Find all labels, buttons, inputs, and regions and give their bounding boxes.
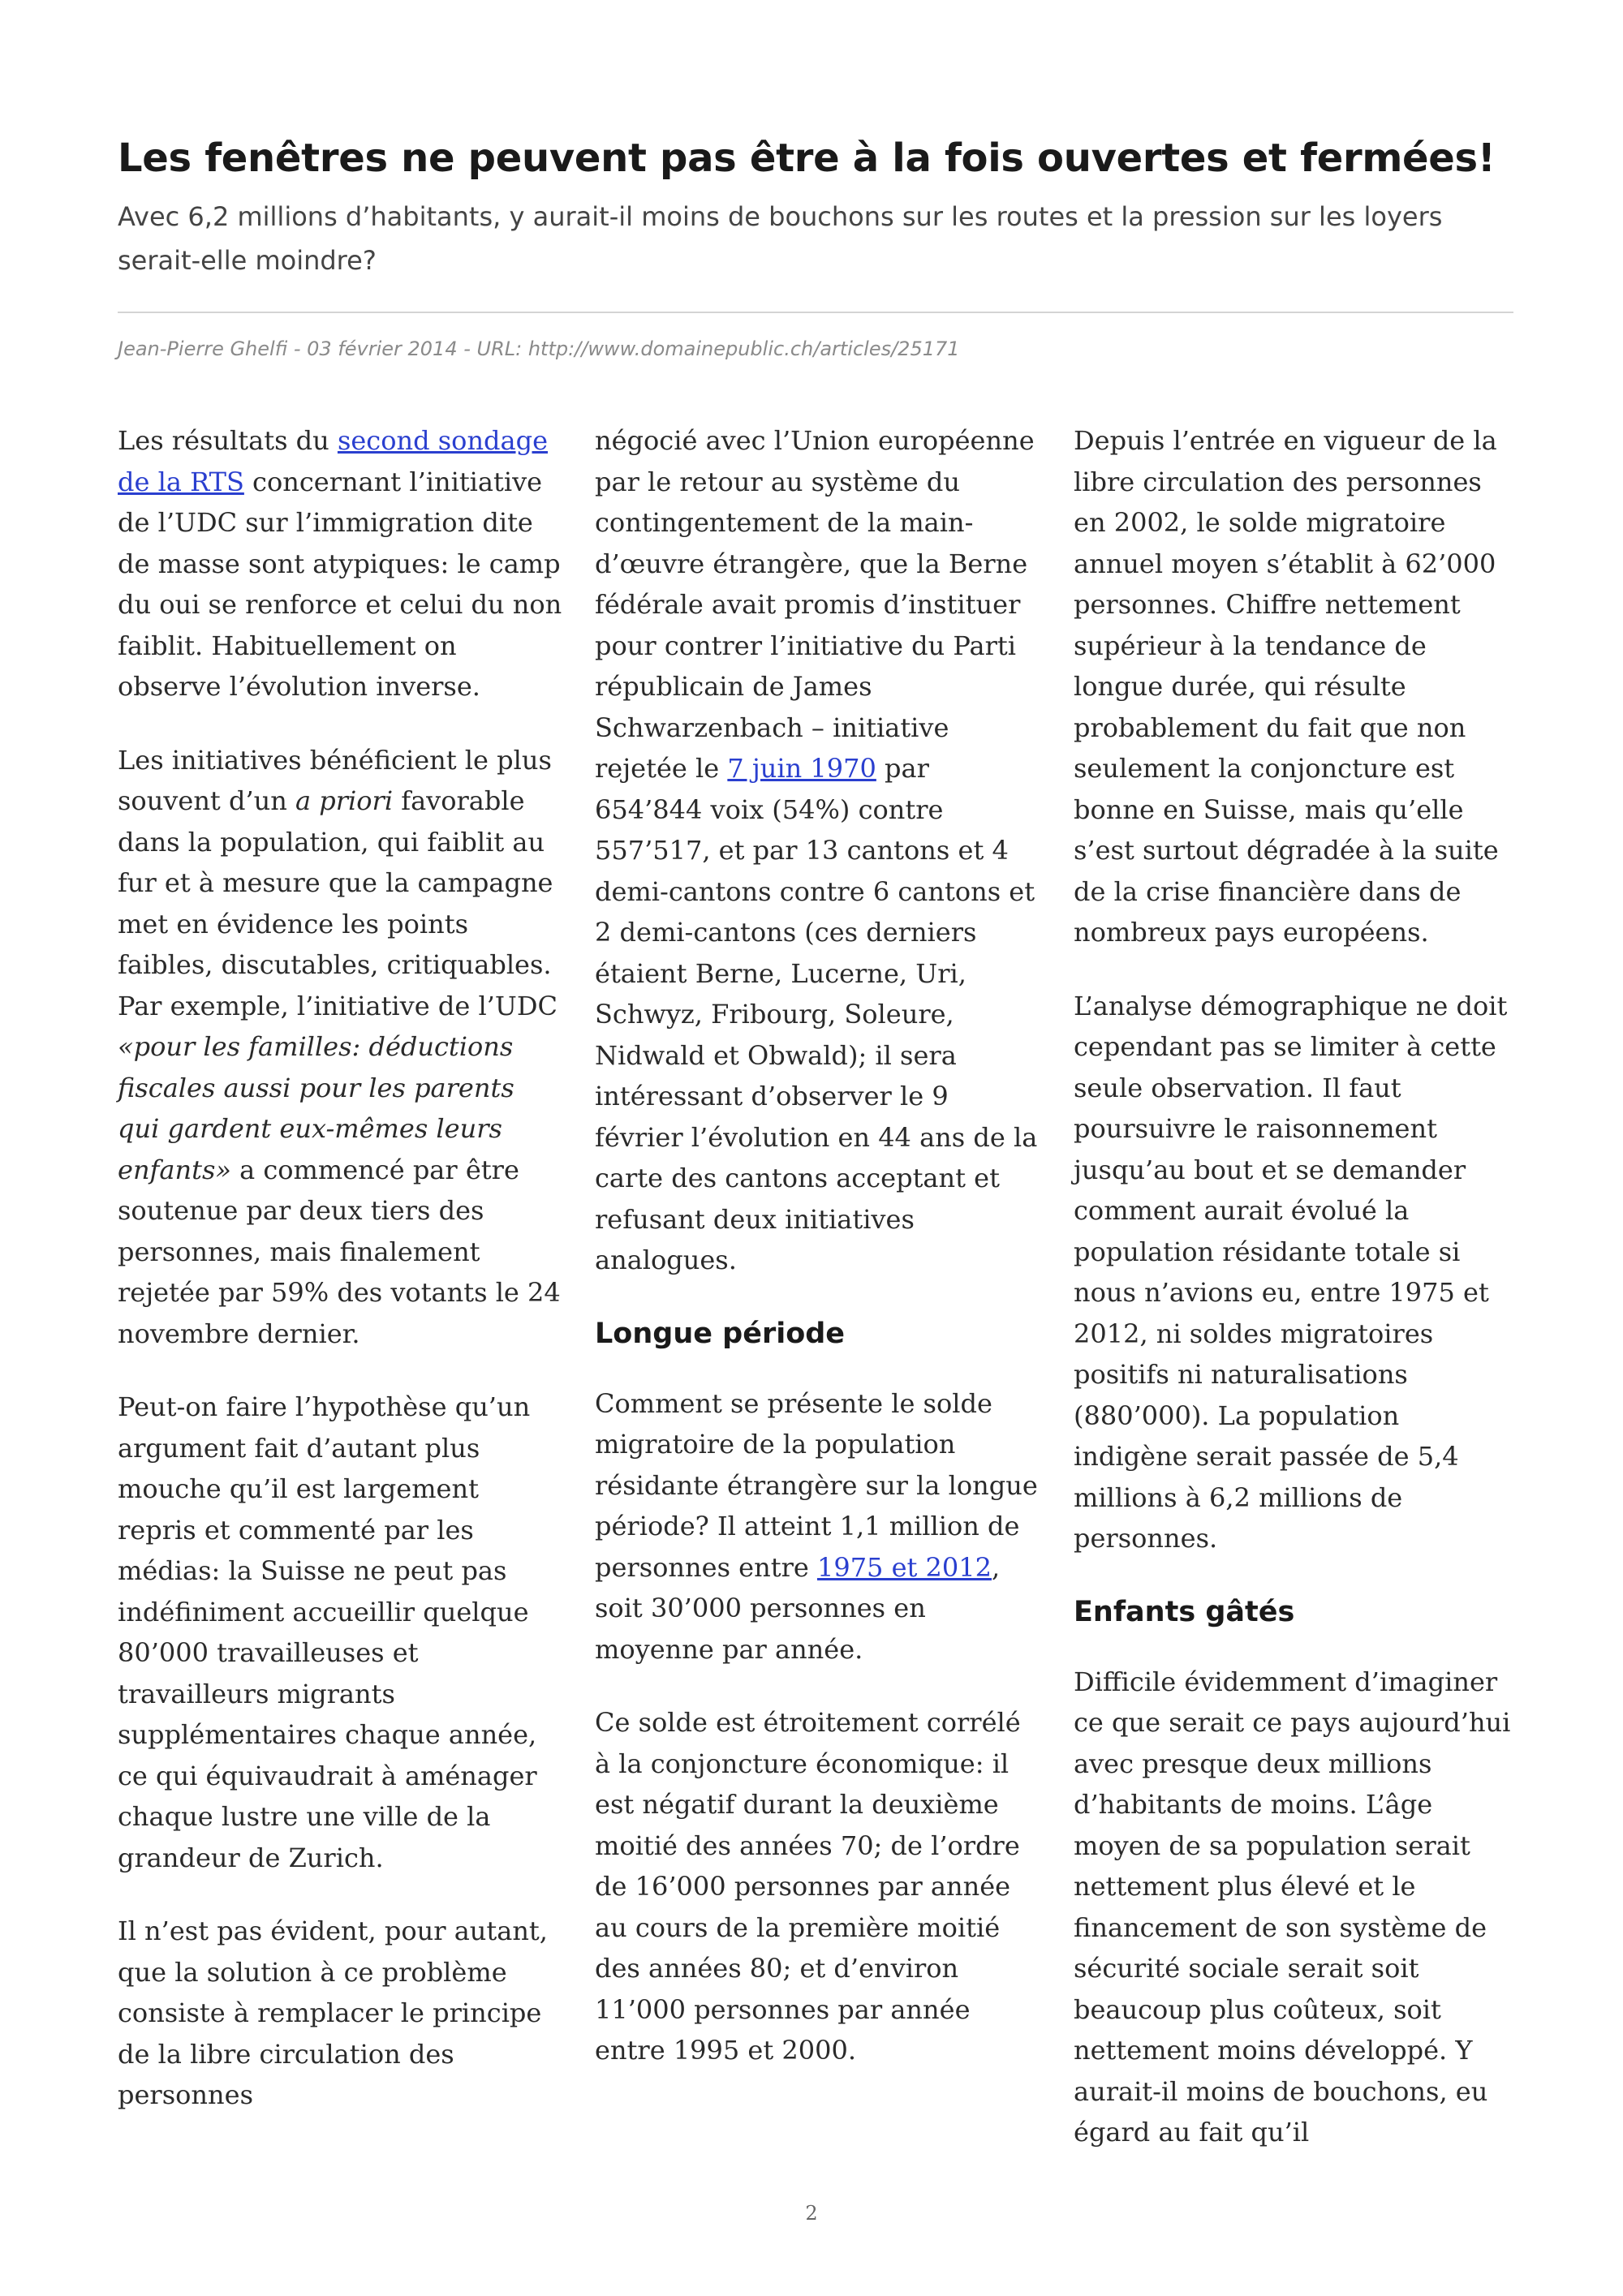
paragraph-text: par 654’844 voix (54%) contre 557’517, et par 13 cantons et 4 demi-cantons contre 6 cantons et 2 demi-cantons (ces derniers étaient Berne, Lucerne, Uri, Schwyz, Fribourg, Soleure, Nidwald et Obwald); il sera intéressant d’observer le 9 février l’évolution en 44 ans de la carte des cantons acceptant et refusant deux initiatives analogues. xyxy=(595,753,1038,1275)
paragraph-text: Les résultats du xyxy=(118,425,338,456)
emphasis-text: a priori xyxy=(295,785,394,816)
page-number: 2 xyxy=(805,2202,818,2225)
link-second-sondage-rts[interactable]: second sondage de la RTS xyxy=(118,425,549,497)
paragraph-text: concernant l’initiative de l’UDC sur l’immigration dite de masse sont atypiques: le camp du oui se renforce et celui du non faiblit. Habituellement on observe l’évolution inverse. xyxy=(118,466,562,702)
section-heading: Longue période xyxy=(595,1317,846,1350)
header-divider xyxy=(118,312,1513,313)
section-heading: Enfants gâtés xyxy=(1074,1595,1295,1628)
article-title: Les fenêtres ne peuvent pas être à la fois ouvertes et fermées! xyxy=(118,135,1496,181)
emphasis-text: «pour les familles: déductions fiscales aussi pour les parents qui gardent eux-mêmes leurs enfants» xyxy=(118,1031,514,1185)
paragraph-text: Comment se présente le solde migratoire de la population résidante étrangère sur la longue période? Il atteint 1,1 million de personnes entre xyxy=(595,1387,1038,1583)
paragraph-text: négocié avec l’Union européenne par le retour au système du contingentement de la main-d’œuvre étrangère, que la Berne fédérale avait promis d’instituer pour contrer l’initiative du Parti républicain de James Schwarzenbach – initiative rejetée le xyxy=(595,425,1035,784)
link-7-juin-1970[interactable]: 7 juin 1970 xyxy=(727,753,876,784)
paragraph-text: favorable dans la population, qui faiblit au fur et à mesure que la campagne met en évidence les points faibles, discutables, critiquables. Par exemple, l’initiative de l’UDC xyxy=(118,785,558,1021)
text-column-1 xyxy=(118,420,564,2148)
paragraph xyxy=(595,420,1041,1281)
paragraph: L’analyse démographique ne doit cependant pas se limiter à cette seule observation. Il faut poursuivre le raisonnement jusqu’au bout et se demander comment aurait évolué la population résidante totale si nous n’avions eu, entre 1975 et 2012, ni soldes migratoires positifs ni naturalisations (880’000). La population indigène serait passée de 5,4 millions à 6,2 millions de personnes. xyxy=(1074,990,1508,1554)
article-byline: Jean-Pierre Ghelfi - 03 février 2014 - URL: http://www.domainepublic.ch/articles/25171 xyxy=(118,338,960,360)
paragraph xyxy=(118,740,564,1355)
paragraph: Depuis l’entrée en vigueur de la libre circulation des personnes en 2002, le solde migratoire annuel moyen s’établit à 62’000 personnes. Chiffre nettement supérieur à la tendance de longue durée, qui résulte probablement du fait que non seulement la conjoncture est bonne en Suisse, mais qu’elle s’est surtout dégradée à la suite de la crise financière dans de nombreux pays européens. xyxy=(1074,425,1499,948)
paragraph: Ce solde est étroitement corrélé à la conjoncture économique: il est négatif durant la deuxième moitié des années 70; de l’ordre de 16’000 personnes par année au cours de la première moitié des années 80; et d’environ 11’000 personnes par année entre 1995 et 2000. xyxy=(595,1707,1021,2066)
text-column-3 xyxy=(1074,420,1520,2186)
paragraph xyxy=(118,420,564,707)
paragraph xyxy=(595,1383,1041,1670)
paragraph: Peut-on faire l’hypothèse qu’un argument fait d’autant plus mouche qu’il est largement repris et commenté par les médias: la Suisse ne peut pas indéfiniment accueillir quelque 80’000 travailleuses et travailleurs migrants supplémentaires chaque année, ce qui équivaudrait à aménager chaque lustre une ville de la grandeur de Zurich. xyxy=(118,1391,537,1873)
paragraph-text: , soit 30’000 personnes en moyenne par année. xyxy=(595,1551,1001,1665)
paragraph: Il n’est pas évident, pour autant, que la solution à ce problème consiste à remplacer le principe de la libre circulation des personnes xyxy=(118,1915,548,2110)
link-1975-2012[interactable]: 1975 et 2012 xyxy=(816,1551,992,1583)
article-subtitle: Avec 6,2 millions d’habitants, y aurait-il moins de bouchons sur les routes et la pression sur les loyers serait-elle moindre? xyxy=(118,201,1443,276)
text-column-2 xyxy=(595,420,1041,2104)
paragraph: Difficile évidemment d’imaginer ce que serait ce pays aujourd’hui avec presque deux millions d’habitants de moins. L’âge moyen de sa population serait nettement plus élevé et le financement de son système de sécurité sociale serait soit beaucoup plus coûteux, soit nettement moins développé. Y aurait-il moins de bouchons, eu égard au fait qu’il xyxy=(1074,1666,1511,2148)
paragraph-text: a commencé par être soutenue par deux tiers des personnes, mais finalement rejetée par 59% des votants le 24 novembre dernier. xyxy=(118,1154,561,1349)
paragraph-text: Les initiatives bénéficient le plus souvent d’un xyxy=(118,744,552,816)
